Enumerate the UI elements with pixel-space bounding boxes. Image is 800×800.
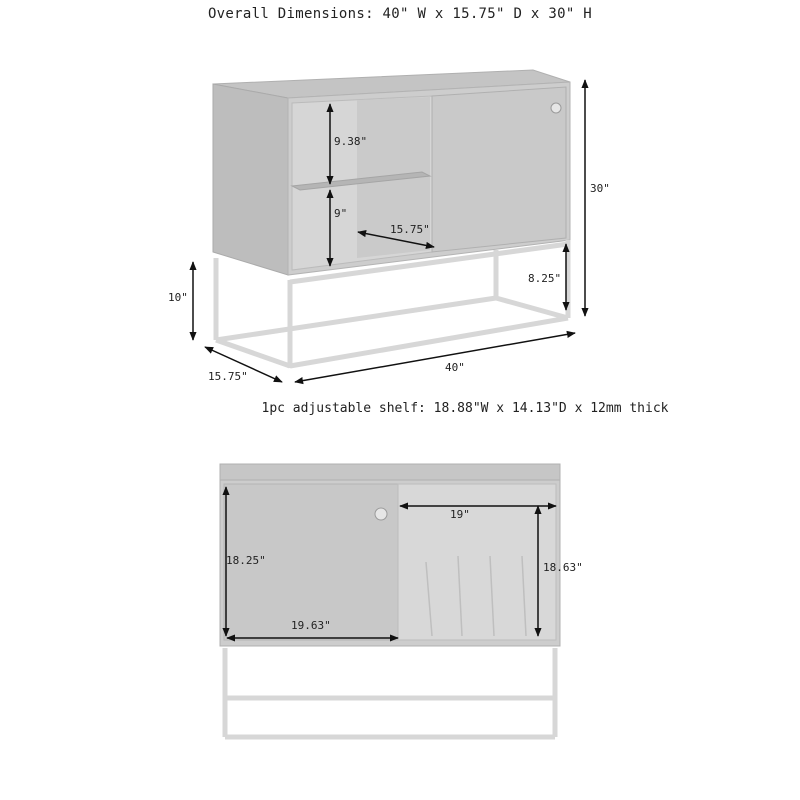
record-compartment <box>398 484 556 640</box>
metal-base-frame <box>225 648 555 737</box>
inner-depth-label: 15.75" <box>390 223 430 236</box>
height-label: 30" <box>590 182 610 195</box>
upper-compartment-label: 9.38" <box>334 135 368 148</box>
sliding-door <box>432 87 566 252</box>
lower-compartment-label: 9" <box>334 207 348 220</box>
leg-height-left-label: 10" <box>168 291 188 304</box>
inner-width-left-label: 19.63" <box>291 619 331 632</box>
cabinet-side-panel <box>213 84 288 275</box>
shelf-note: 1pc adjustable shelf: 18.88"W x 14.13"D x 12mm thick <box>261 401 669 416</box>
top-slab <box>220 464 560 480</box>
overall-dimensions-title: Overall Dimensions: 40" W x 15.75" D x 30" H <box>207 6 593 22</box>
door-pull-icon <box>551 103 561 113</box>
inner-height-left-label: 18.25" <box>226 554 266 567</box>
width-label: 40" <box>445 361 465 374</box>
inner-width-right-label: 19" <box>450 508 470 521</box>
cabinet-front-view <box>220 464 560 737</box>
leg-height-right-label: 8.25" <box>528 272 562 285</box>
inner-height-right-label: 18.63" <box>543 561 583 574</box>
cabinet-perspective <box>213 70 570 368</box>
door-pull-icon <box>375 508 387 520</box>
depth-label: 15.75" <box>208 370 248 383</box>
